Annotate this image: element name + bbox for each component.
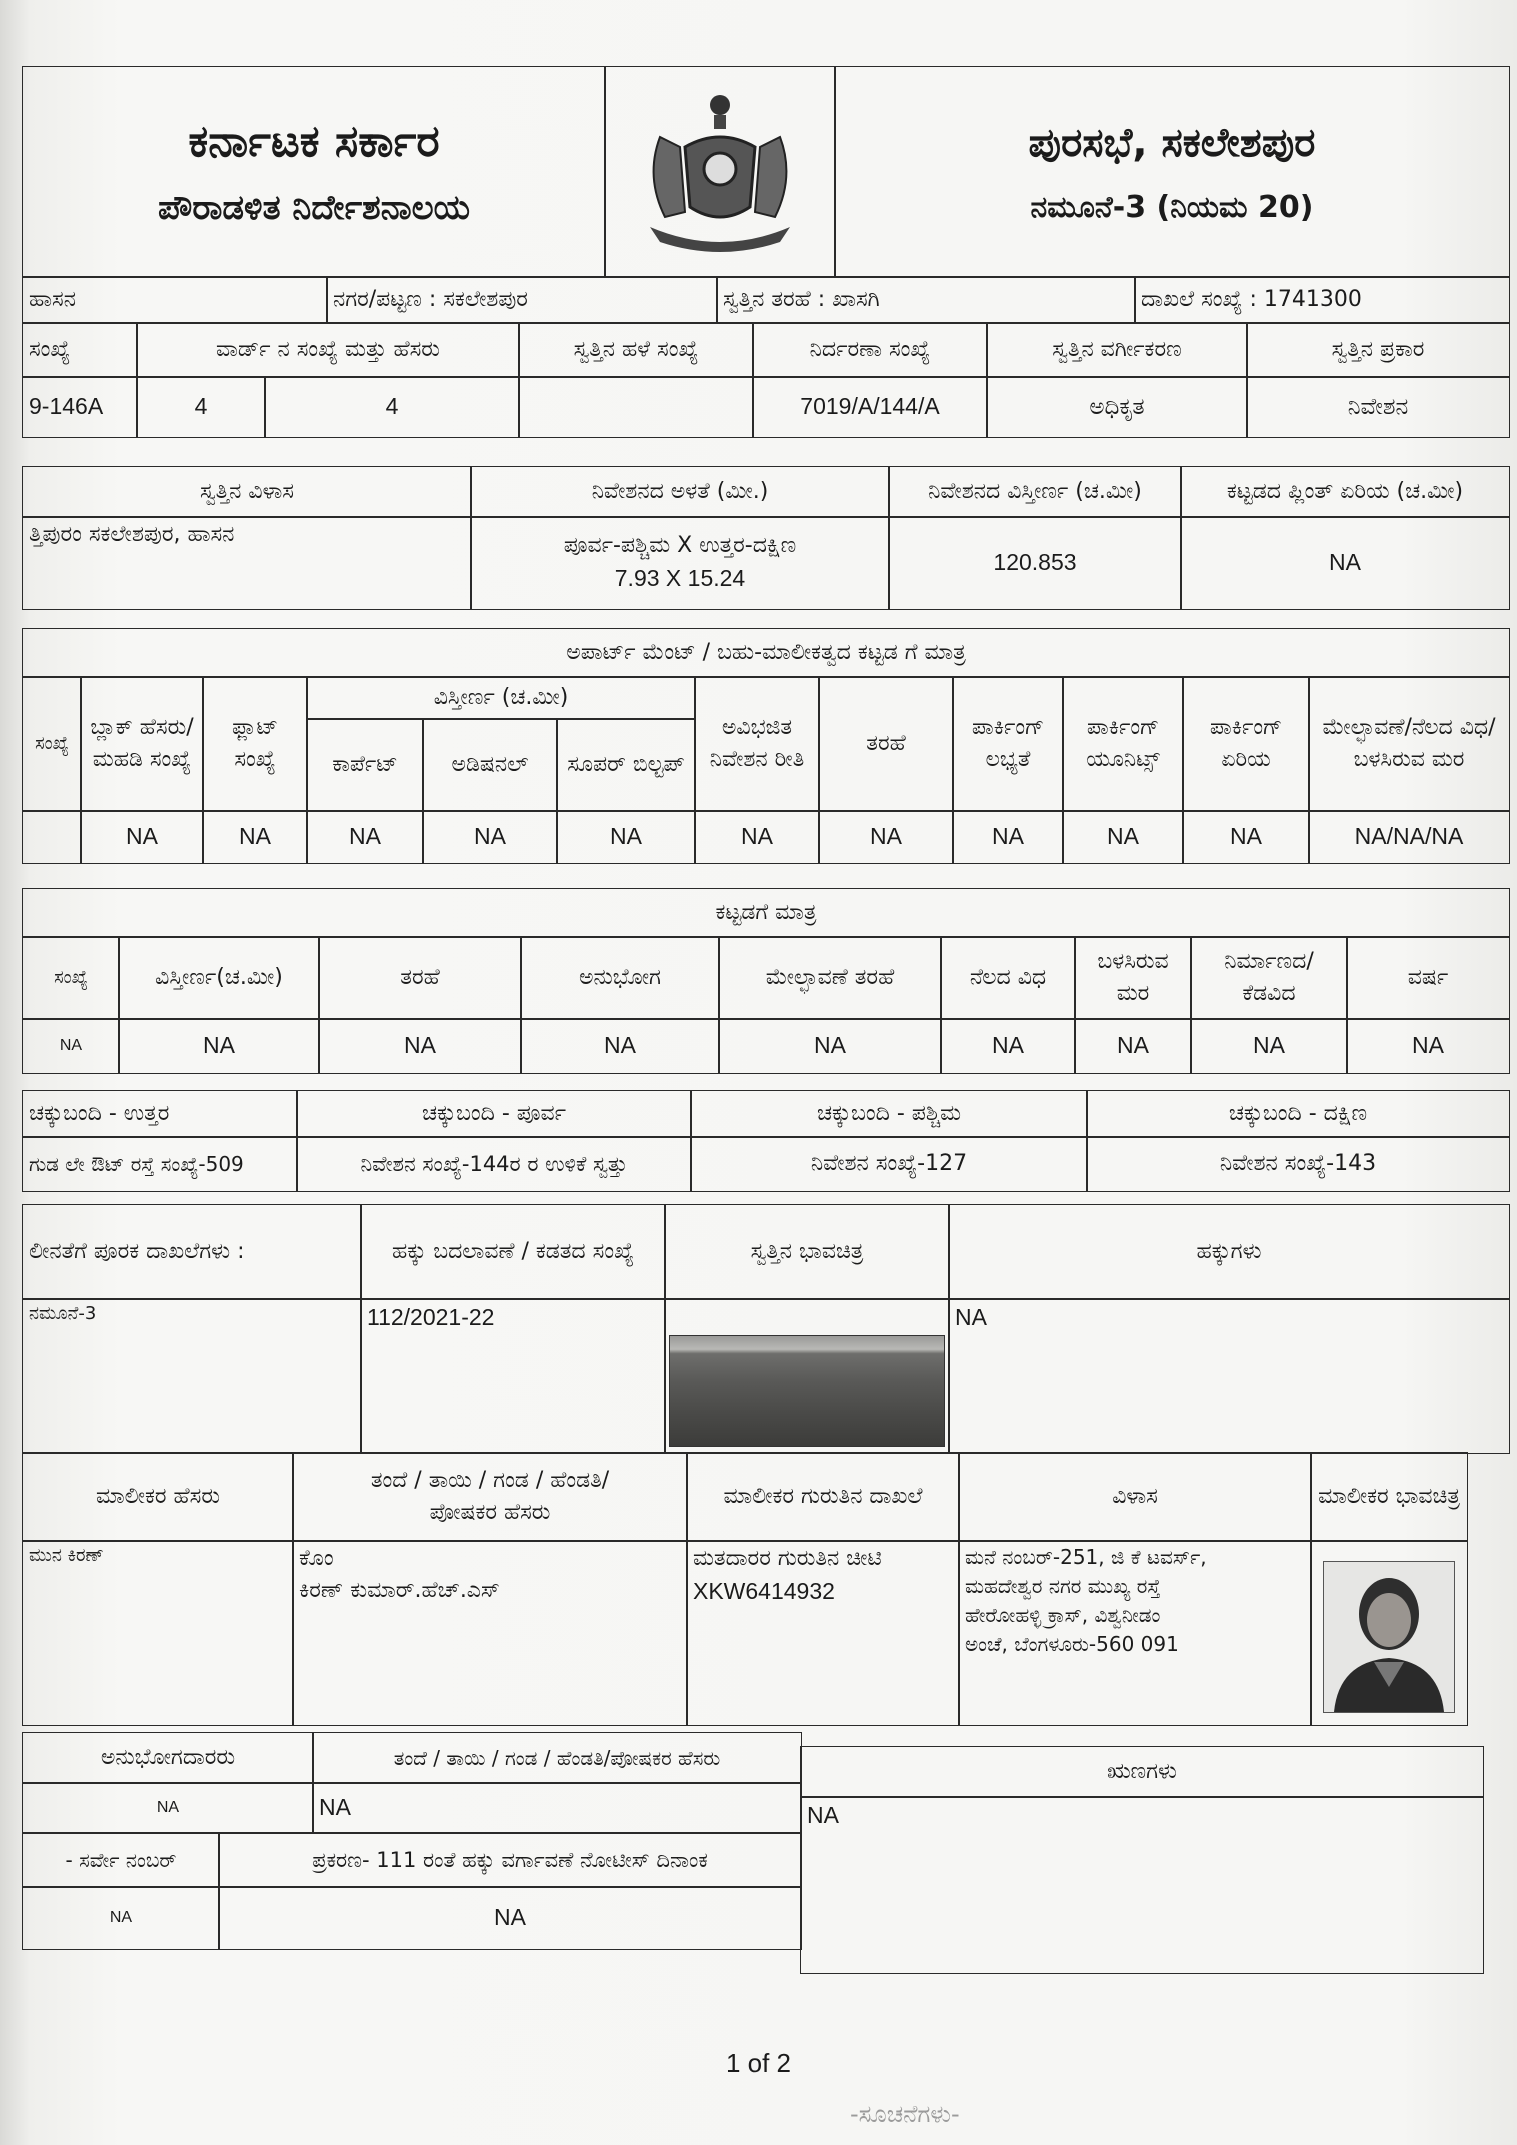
bld-wood-value: NA xyxy=(1117,1032,1149,1059)
transfer-label: ಹಕ್ಕು ಬದಲಾವಣೆ / ಕಡತದ ಸಂಖ್ಯೆ xyxy=(391,1239,635,1265)
old-no-value-cell xyxy=(518,376,754,438)
ward-no-value-cell xyxy=(136,376,266,438)
apt-kind-value: NA xyxy=(870,823,902,850)
survey-value-cell xyxy=(22,1886,220,1950)
rights-label: ಹಕ್ಕುಗಳು xyxy=(1196,1239,1262,1265)
property-type-value-cell xyxy=(1246,376,1510,438)
rights-value: NA xyxy=(955,1304,987,1330)
apt-parking-area-label: ಪಾರ್ಕಿಂಗ್ ಏರಿಯ xyxy=(1209,715,1283,772)
dimension-value: 7.93 X 15.24 xyxy=(614,565,746,592)
plinth-label: ಕಟ್ಟಡದ ಪ್ಲಿಂತ್ ಏರಿಯ (ಚ.ಮೀ) xyxy=(1226,479,1464,505)
apt-value-flat xyxy=(202,810,308,864)
apt-value-additional xyxy=(422,810,558,864)
apt-parking-area-label-cell xyxy=(1182,676,1310,812)
owner-address-value-cell xyxy=(958,1540,1312,1726)
apt-value-super xyxy=(556,810,696,864)
ward-label: ವಾರ್ಡ್ ನ ಸಂಖ್ಯೆ ಮತ್ತು ಹೆಸರು xyxy=(216,337,440,363)
owner-name-label: ಮಾಲೀಕರ ಹೆಸರು xyxy=(95,1484,220,1510)
assessment-label-cell xyxy=(752,322,988,378)
apt-parking-avail-label: ಪಾರ್ಕಿಂಗ್ ಲಭ್ಯತೆ xyxy=(971,715,1045,772)
bld-built-value-cell xyxy=(1190,1018,1348,1074)
plinth-value: NA xyxy=(1329,549,1361,576)
bld-floor-value: NA xyxy=(992,1032,1024,1059)
occupant-relation-label: ತಂದೆ / ತಾಯಿ / ಗಂಡ / ಹೆಂಡತಿ/ಪೋಷಕರ ಹೆಸರು xyxy=(393,1745,721,1770)
apt-value-block xyxy=(80,810,204,864)
apt-no-label-cell xyxy=(22,676,82,812)
bld-wood-label: ಬಳಸಿರುವ ಮರ xyxy=(1097,949,1169,1006)
liabilities-value-cell xyxy=(800,1796,1484,1974)
bld-usage-value: NA xyxy=(604,1032,636,1059)
plinth-label-cell xyxy=(1180,466,1510,518)
bld-year-value: NA xyxy=(1412,1032,1444,1059)
bottom-note: -ಸೂಚನೆಗಳು- xyxy=(850,2100,960,2128)
property-type-label-cell xyxy=(1246,322,1510,378)
bld-kind-value: NA xyxy=(404,1032,436,1059)
apt-value-parking-units xyxy=(1062,810,1184,864)
photo-label-cell xyxy=(664,1204,950,1300)
apt-kind-label-cell xyxy=(818,676,954,812)
property-photo xyxy=(669,1335,945,1447)
apt-value-parking-avail xyxy=(952,810,1064,864)
bld-roof-label: ಮೇಲ್ಛಾವಣೆ ತರಹೆ xyxy=(765,965,895,991)
bld-usage-label: ಅನುಭೋಗ xyxy=(579,965,661,991)
emblem-block xyxy=(604,66,836,278)
govt-name: ಕರ್ನಾಟಕ ಸರ್ಕಾರ xyxy=(188,116,440,168)
town-cell xyxy=(326,276,718,324)
classification-label: ಸ್ವತ್ತಿನ ವರ್ಗೀಕರಣ xyxy=(1052,337,1182,363)
property-type-value: ನಿವೇಶನ xyxy=(1347,393,1409,420)
support-value: ನಮೂನೆ-3 xyxy=(29,1303,97,1324)
classification-value: ಅಧಿಕೃತ xyxy=(1089,393,1145,420)
plinth-value-cell xyxy=(1180,516,1510,610)
header-municipality-block xyxy=(834,66,1510,278)
bld-floor-label: ನೆಲದ ವಿಧ xyxy=(969,965,1047,991)
bld-usage-value-cell xyxy=(520,1018,720,1074)
owner-photo-label-cell xyxy=(1310,1452,1468,1542)
north-label-cell xyxy=(22,1090,298,1138)
apt-block-value: NA xyxy=(126,823,158,850)
owner-name-value: ಮುನ ಕಿರಣ್ xyxy=(29,1545,104,1566)
bld-year-label: ವರ್ಷ xyxy=(1407,965,1449,991)
apt-undivided-label-cell xyxy=(694,676,820,812)
town-value: ನಗರ/ಪಟ್ಟಣ : ಸಕಲೇಶಪುರ xyxy=(333,287,528,313)
survey-label: - ಸರ್ವೇ ನಂಬರ್ xyxy=(65,1847,177,1872)
notice-label: ಪ್ರಕರಣ- 111 ರಂತೆ ಹಕ್ಕು ವರ್ಗಾವಣೆ ನೋಟೀಸ್ ದಿನಾಂಕ xyxy=(312,1847,708,1872)
dimension-label-cell xyxy=(470,466,890,518)
owner-name-label-cell xyxy=(22,1452,294,1542)
assessment-value-cell xyxy=(752,376,988,438)
address-label-cell xyxy=(22,466,472,518)
owner-address-line-3: ಹೇರೋಹಳ್ಳಿ ಕ್ರಾಸ್, ವಿಶ್ವನೀಡಂ xyxy=(965,1603,1161,1627)
apt-additional-label: ಅಡಿಷನಲ್ xyxy=(451,752,529,778)
apt-additional-value: NA xyxy=(474,823,506,850)
bld-wood-label-cell xyxy=(1074,936,1192,1020)
assessment-label: ನಿರ್ದರಣಾ ಸಂಖ್ಯೆ xyxy=(809,337,931,363)
occupant-label: ಅನುಭೋಗದಾರರು xyxy=(100,1745,236,1771)
owner-relation-value-cell xyxy=(292,1540,688,1726)
owner-relation-label: ತಂದೆ / ತಾಯಿ / ಗಂಡ / ಹೆಂಡತಿ/ಪೋಷಕರ ಹೆಸರು xyxy=(370,1468,610,1525)
owner-photo-cell xyxy=(1310,1540,1468,1726)
area-label-cell xyxy=(888,466,1182,518)
apt-kind-label: ತರಹೆ xyxy=(866,731,906,757)
dimension-label: ನಿವೇಶನದ ಅಳತೆ (ಮೀ.) xyxy=(591,479,769,505)
old-no-label: ಸ್ವತ್ತಿನ ಹಳೆ ಸಂಖ್ಯೆ xyxy=(573,337,699,363)
bld-wood-value-cell xyxy=(1074,1018,1192,1074)
apt-flat-value: NA xyxy=(239,823,271,850)
apt-carpet-label: ಕಾರ್ಪೆಟ್ xyxy=(332,752,398,778)
address-label: ಸ್ವತ್ತಿನ ವಿಳಾಸ xyxy=(200,479,294,505)
entry-no-cell xyxy=(1134,276,1510,324)
south-value-cell xyxy=(1086,1136,1510,1192)
apt-super-label-cell xyxy=(556,718,696,812)
east-value: ನಿವೇಶನ ಸಂಖ್ಯೆ-144ರ ರ ಉಳಿಕೆ ಸ್ವತ್ತು xyxy=(360,1151,628,1176)
assessment-value: 7019/A/144/A xyxy=(800,393,940,420)
bld-area-value-cell xyxy=(118,1018,320,1074)
support-label: ಲೀನತೆಗೆ ಪೂರಕ ದಾಖಲೆಗಳು : xyxy=(29,1239,245,1265)
header-govt-block xyxy=(22,66,606,278)
east-value-cell xyxy=(296,1136,692,1192)
apt-parking-avail-label-cell xyxy=(952,676,1064,812)
form-3-record xyxy=(22,66,1510,1966)
occupant-name-value: NA xyxy=(156,1799,180,1817)
district-value: ಹಾಸನ xyxy=(29,287,76,313)
apt-value-undivided xyxy=(694,810,820,864)
owner-photo-label: ಮಾಲೀಕರ ಭಾವಚಿತ್ರ xyxy=(1318,1484,1460,1510)
apt-value-kind xyxy=(818,810,954,864)
apt-roof-label-cell xyxy=(1308,676,1510,812)
occupant-relation-value: NA xyxy=(319,1794,351,1821)
area-value: 120.853 xyxy=(993,549,1077,576)
apartment-title-text: ಅಪಾರ್ಟ್ ಮೆಂಟ್ / ಬಹು-ಮಾಲೀಕತ್ವದ ಕಟ್ಟಡ ಗೆ ಮಾತ್ರ xyxy=(566,640,966,666)
south-label-cell xyxy=(1086,1090,1510,1138)
apt-block-label-cell xyxy=(80,676,204,812)
apt-no-label: ಸಂಖ್ಯೆ xyxy=(35,732,69,754)
ward-name-value-cell xyxy=(264,376,520,438)
apt-value-roof xyxy=(1308,810,1510,864)
apt-parking-units-label-cell xyxy=(1062,676,1184,812)
municipality-name: ಪುರಸಭೆ, ಸಕಲೇಶಪುರ xyxy=(1028,120,1316,167)
bld-no-label: ಸಂಖ್ಯೆ xyxy=(54,966,88,988)
ward-name-value: 4 xyxy=(385,393,399,420)
bld-kind-label: ತರಹೆ xyxy=(400,965,440,991)
north-value-cell xyxy=(22,1136,298,1192)
karnataka-emblem-icon xyxy=(630,87,810,257)
address-value: ತ್ತಿಪುರಂ ಸಕಲೇಶಪುರ, ಹಾಸನ xyxy=(29,522,235,547)
apt-undivided-value: NA xyxy=(741,823,773,850)
no-label: ಸಂಖ್ಯೆ xyxy=(29,337,71,363)
notice-label-cell xyxy=(218,1832,802,1888)
bld-built-label: ನಿರ್ಮಾಣದ/ ಕೆಡವಿದ xyxy=(1224,949,1314,1006)
property-photo-cell xyxy=(664,1298,950,1454)
survey-label-cell xyxy=(22,1832,220,1888)
apt-roof-label: ಮೇಲ್ಛಾವಣೆ/ನೆಲದ ವಿಧ/ಬಳಸಿರುವ ಮರ xyxy=(1322,715,1496,772)
ward-no-value: 4 xyxy=(194,393,208,420)
rights-value-cell xyxy=(948,1298,1510,1454)
bld-roof-value: NA xyxy=(814,1032,846,1059)
bld-roof-value-cell xyxy=(718,1018,942,1074)
west-value: ನಿವೇಶನ ಸಂಖ್ಯೆ-127 xyxy=(810,1151,968,1177)
occupant-relation-value-cell xyxy=(312,1782,802,1834)
bld-built-value: NA xyxy=(1253,1032,1285,1059)
apt-flat-label-cell xyxy=(202,676,308,812)
bld-no-label-cell xyxy=(22,936,120,1020)
south-value: ನಿವೇಶನ ಸಂಖ್ಯೆ-143 xyxy=(1219,1151,1377,1177)
building-title-text: ಕಟ್ಟಡಗೆ ಮಾತ್ರ xyxy=(715,900,817,926)
owner-id-label: ಮಾಲೀಕರ ಗುರುತಿನ ದಾಖಲೆ xyxy=(723,1484,923,1510)
bld-floor-value-cell xyxy=(940,1018,1076,1074)
bld-kind-value-cell xyxy=(318,1018,522,1074)
page-number: 1 of 2 xyxy=(725,2048,792,2078)
apt-carpet-value: NA xyxy=(349,823,381,850)
support-label-cell xyxy=(22,1204,362,1300)
liabilities-value: NA xyxy=(807,1802,839,1828)
bld-roof-label-cell xyxy=(718,936,942,1020)
photo-label: ಸ್ವತ್ತಿನ ಭಾವಚಿತ್ರ xyxy=(750,1239,864,1265)
entry-no-value: ದಾಖಲೆ ಸಂಖ್ಯೆ : 1741300 xyxy=(1141,287,1362,313)
bld-area-label-cell xyxy=(118,936,320,1020)
owner-id-value-cell xyxy=(686,1540,960,1726)
owner-photo xyxy=(1323,1561,1455,1713)
owner-name-value-cell xyxy=(22,1540,294,1726)
owner-id-number: XKW6414932 xyxy=(693,1577,835,1604)
owner-id-type: ಮತದಾರರ ಗುರುತಿನ ಚೀಟಿ xyxy=(693,1546,882,1571)
area-label: ನಿವೇಶನದ ವಿಸ್ತೀರ್ಣ (ಚ.ಮೀ) xyxy=(928,479,1142,505)
apt-area-title: ವಿಸ್ತೀರ್ಣ (ಚ.ಮೀ) xyxy=(433,685,569,711)
owner-address-line-2: ಮಹದೇಶ್ವರ ನಗರ ಮುಖ್ಯ ರಸ್ತೆ xyxy=(965,1574,1161,1598)
form-number: ನಮೂನೆ-3 (ನಿಯಮ 20) xyxy=(1030,190,1314,226)
address-value-cell xyxy=(22,516,472,610)
area-value-cell xyxy=(888,516,1182,610)
owner-address-line-4: ಅಂಚೆ, ಬೆಂಗಳೂರು-560 091 xyxy=(965,1632,1179,1656)
west-label: ಚಕ್ಕುಬಂದಿ - ಪಶ್ಚಿಮ xyxy=(816,1101,962,1127)
south-label: ಚಕ್ಕುಬಂದಿ - ದಕ್ಷಿಣ xyxy=(1228,1101,1368,1127)
apt-area-title-cell xyxy=(306,676,696,720)
apt-block-label: ಬ್ಲಾಕ್ ಹೆಸರು/ ಮಹಡಿ ಸಂಖ್ಯೆ xyxy=(90,715,194,772)
apt-value-parking-area xyxy=(1182,810,1310,864)
bld-year-value-cell xyxy=(1346,1018,1510,1074)
transfer-value: 112/2021-22 xyxy=(367,1304,495,1330)
owner-relation-prefix: ಕೊಂ xyxy=(299,1546,334,1571)
east-label-cell xyxy=(296,1090,692,1138)
no-value: 9-146A xyxy=(29,393,104,420)
owner-address-line-1: ಮನೆ ನಂಬರ್-251, ಜಿ ಕೆ ಟವರ್ಸ್, xyxy=(965,1545,1207,1569)
liabilities-label: ಋಣಗಳು xyxy=(1107,1759,1177,1785)
apt-parking-units-label: ಪಾರ್ಕಿಂಗ್ ಯೂನಿಟ್ಸ್ xyxy=(1086,715,1160,772)
owner-address-label-cell xyxy=(958,1452,1312,1542)
bld-kind-label-cell xyxy=(318,936,522,1020)
owner-id-label-cell xyxy=(686,1452,960,1542)
liabilities-label-cell xyxy=(800,1746,1484,1798)
notice-value-cell xyxy=(218,1886,802,1950)
bld-area-label: ವಿಸ್ತೀರ್ಣ(ಚ.ಮೀ) xyxy=(155,965,283,991)
apt-value-0 xyxy=(22,810,82,864)
apartment-title xyxy=(22,628,1510,678)
apt-parking-units-value: NA xyxy=(1107,823,1139,850)
bld-built-label-cell xyxy=(1190,936,1348,1020)
west-value-cell xyxy=(690,1136,1088,1192)
transfer-label-cell xyxy=(360,1204,666,1300)
old-no-label-cell xyxy=(518,322,754,378)
apt-parking-avail-value: NA xyxy=(992,823,1024,850)
property-kind-cell xyxy=(716,276,1136,324)
building-title xyxy=(22,888,1510,938)
bld-no-value-cell xyxy=(22,1018,120,1074)
classification-label-cell xyxy=(986,322,1248,378)
apt-parking-area-value: NA xyxy=(1230,823,1262,850)
bld-no-value: NA xyxy=(59,1037,83,1055)
north-value: ಗುಡ ಲೇ ಔಟ್ ರಸ್ತೆ ಸಂಖ್ಯೆ-509 xyxy=(29,1151,244,1176)
bld-area-value: NA xyxy=(203,1032,235,1059)
owner-address-label: ವಿಳಾಸ xyxy=(1112,1484,1158,1510)
apt-undivided-label: ಅವಿಭಜಿತ ನಿವೇಶನ ರೀತಿ xyxy=(709,715,805,772)
occupant-name-value-cell xyxy=(22,1782,314,1834)
bld-year-label-cell xyxy=(1346,936,1510,1020)
apt-value-carpet xyxy=(306,810,424,864)
apt-roof-value: NA/NA/NA xyxy=(1354,823,1464,850)
classification-value-cell xyxy=(986,376,1248,438)
rights-label-cell xyxy=(948,1204,1510,1300)
bld-floor-label-cell xyxy=(940,936,1076,1020)
dimension-note: ಪೂರ್ವ-ಪಶ್ಚಿಮ X ಉತ್ತರ-ದಕ್ಷಿಣ xyxy=(563,533,797,559)
support-value-cell xyxy=(22,1298,362,1454)
occupant-label-cell xyxy=(22,1732,314,1784)
property-kind-value: ಸ್ವತ್ತಿನ ತರಹೆ : ಖಾಸಗಿ xyxy=(723,287,880,313)
dimension-value-cell xyxy=(470,516,890,610)
apt-flat-label: ಫ್ಲಾಟ್ ಸಂಖ್ಯೆ xyxy=(231,715,279,772)
owner-relation-value: ಕಿರಣ್ ಕುಮಾರ್.ಹೆಚ್.ಎಸ್ xyxy=(299,1577,500,1603)
apt-additional-label-cell xyxy=(422,718,558,812)
no-label-cell xyxy=(22,322,138,378)
east-label: ಚಕ್ಕುಬಂದಿ - ಪೂರ್ವ xyxy=(421,1101,566,1127)
district-cell xyxy=(22,276,328,324)
transfer-value-cell xyxy=(360,1298,666,1454)
no-value-cell xyxy=(22,376,138,438)
apt-super-label: ಸೂಪರ್ ಬಿಲ್ಟಪ್ xyxy=(567,752,685,778)
notice-value: NA xyxy=(494,1904,526,1931)
bld-usage-label-cell xyxy=(520,936,720,1020)
person-portrait-icon xyxy=(1324,1562,1454,1712)
ward-label-cell xyxy=(136,322,520,378)
north-label: ಚಕ್ಕುಬಂದಿ - ಉತ್ತರ xyxy=(29,1101,170,1127)
west-label-cell xyxy=(690,1090,1088,1138)
apt-super-value: NA xyxy=(610,823,642,850)
owner-relation-label-cell xyxy=(292,1452,688,1542)
apt-carpet-label-cell xyxy=(306,718,424,812)
occupant-relation-label-cell xyxy=(312,1732,802,1784)
property-type-label: ಸ್ವತ್ತಿನ ಪ್ರಕಾರ xyxy=(1331,337,1425,363)
survey-value: NA xyxy=(109,1909,133,1927)
directorate-name: ಪೌರಾಡಳಿತ ನಿರ್ದೇಶನಾಲಯ xyxy=(157,188,471,229)
